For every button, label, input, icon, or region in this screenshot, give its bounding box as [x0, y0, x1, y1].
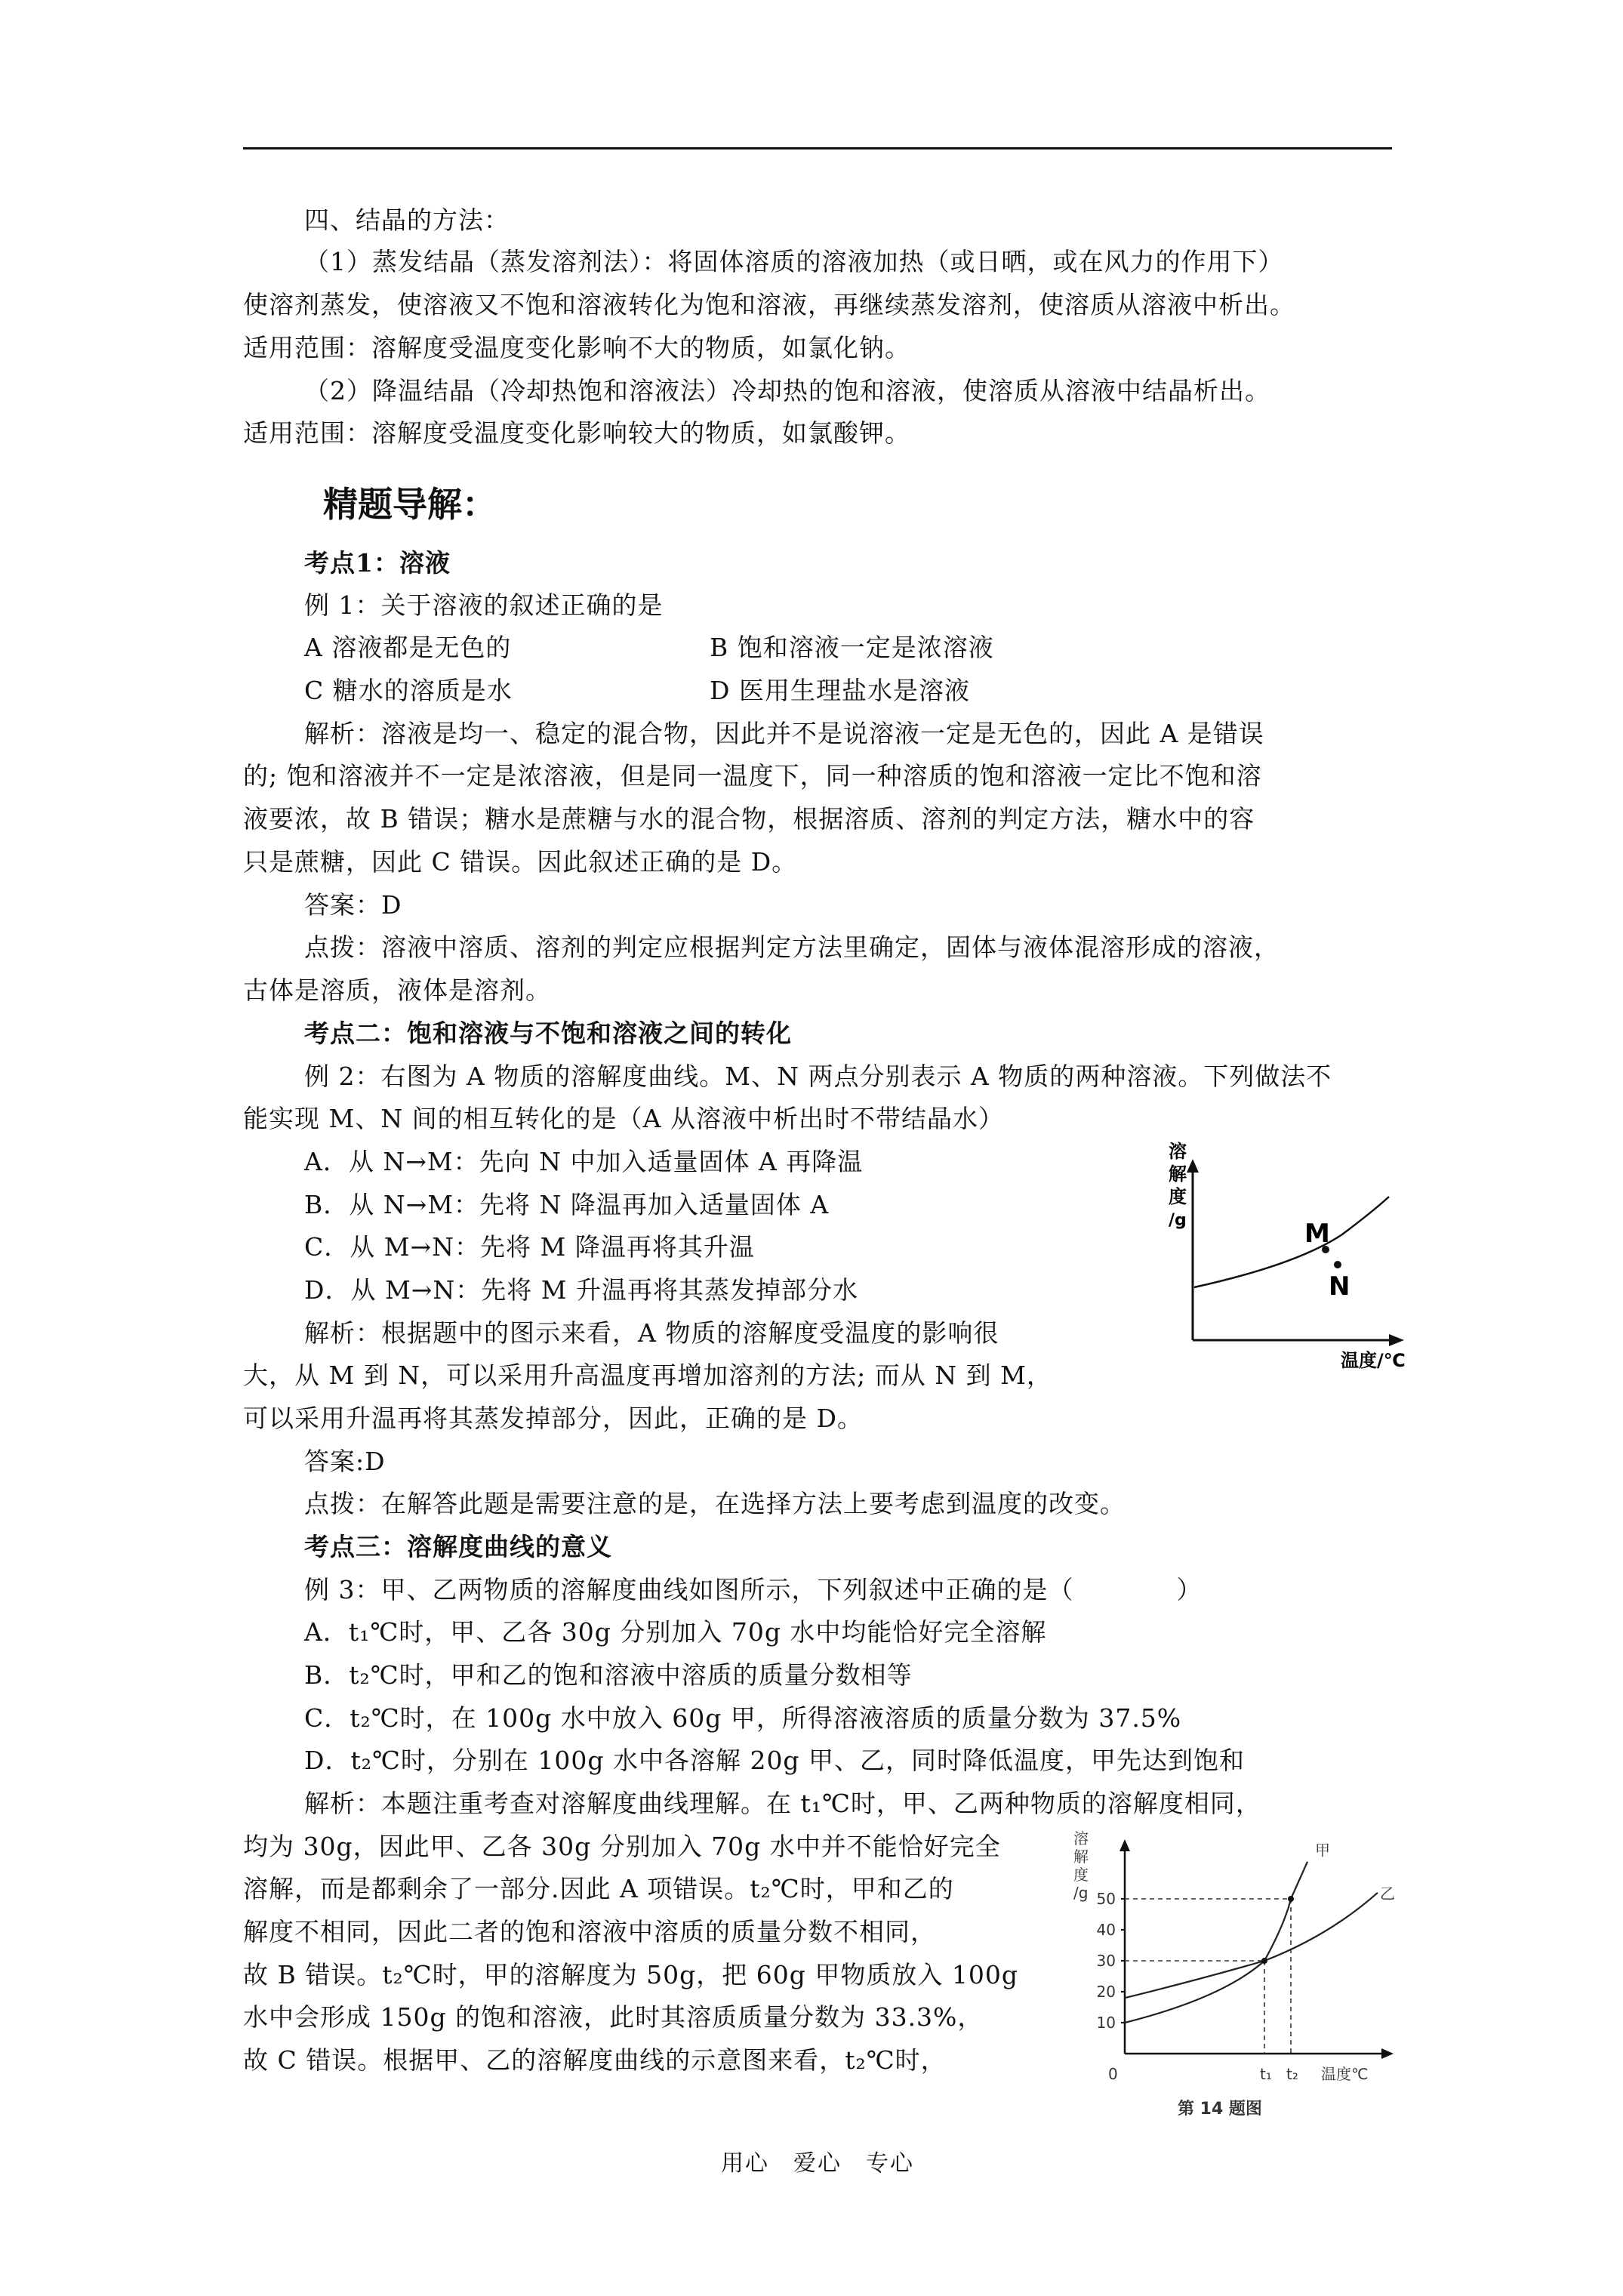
text-line-l40: 溶解，而是都剩余了一部分.因此 A 项错误。t₂℃时，甲和乙的 [243, 1874, 954, 1903]
text-line-l06: 适用范围：溶解度受温度变化影响较大的物质，如氯酸钾。 [243, 418, 910, 448]
chart2-y-arrow [1119, 1839, 1130, 1851]
y-axis-label-1: 溶 [1169, 1141, 1187, 1162]
text-line-l14: 的; 饱和溶液并不一定是浓溶液，但是同一温度下，同一种溶质的饱和溶液一定比不饱和溶 [243, 761, 1262, 791]
text-line-l37: D．t₂℃时，分别在 100g 水中各溶解 20g 甲、乙，同时降低温度，甲先达到饱和 [304, 1746, 1246, 1775]
text-line-l19: 古体是溶质，液体是溶剂。 [243, 975, 551, 1005]
y-axis-arrow [1187, 1159, 1199, 1173]
text-line-l41: 解度不相同，因此二者的饱和溶液中溶质的质量分数不相同， [243, 1917, 936, 1946]
chart2-series-yi [1125, 1893, 1378, 1998]
header-rule [243, 147, 1392, 149]
point-n [1334, 1261, 1341, 1268]
text-line-l17: 答案：D [304, 890, 402, 920]
text-line-l16: 只是蔗糖，因此 C 错误。因此叙述正确的是 D。 [243, 847, 798, 877]
x-axis-label: 温度/℃ [1341, 1350, 1406, 1371]
text-line-l21: 例 2：右图为 A 物质的溶解度曲线。M、N 两点分别表示 A 物质的两种溶液。下列做法不 [304, 1062, 1332, 1091]
chart2-series-jia [1125, 1862, 1307, 2023]
text-line-l36: C．t₂℃时，在 100g 水中放入 60g 甲，所得溶液溶质的质量分数为 37.5% [304, 1703, 1182, 1733]
chart2-ylabel-part: /g [1073, 1884, 1089, 1902]
text-line-l08: 例 1：关于溶液的叙述正确的是 [304, 590, 664, 620]
chart2-y-tick-label: 10 [1096, 2014, 1116, 2032]
text-line-l15: 液要浓，故 B 错误；糖水是蔗糖与水的混合物，根据溶质、溶剂的判定方法，糖水中的容 [243, 804, 1255, 834]
x-axis-arrow [1389, 1334, 1404, 1346]
chart2-y-tick-label: 50 [1096, 1890, 1116, 1908]
page-footer: 用心 爱心 专心 [721, 2150, 914, 2177]
text-line-l26: D．从 M→N：先将 M 升温再将其蒸发掉部分水 [304, 1275, 859, 1305]
text-line-l33: 例 3：甲、乙两物质的溶解度曲线如图所示，下列叙述中正确的是（ ） [304, 1575, 1203, 1604]
chart2-y-tick-label: 20 [1096, 1983, 1116, 2001]
text-line-l07: 考点1：溶液 [304, 548, 451, 578]
text-line-l03: 使溶剂蒸发，使溶液又不饱和溶液转化为饱和溶液，再继续蒸发溶剂，使溶质从溶液中析出。 [243, 290, 1295, 319]
chart2-ylabel-part: 度 [1073, 1866, 1089, 1884]
text-line-l35: B．t₂℃时，甲和乙的饱和溶液中溶质的质量分数相等 [304, 1660, 913, 1690]
text-line-l38: 解析：本题注重考查对溶解度曲线理解。在 t₁℃时，甲、乙两种物质的溶解度相同， [304, 1789, 1261, 1818]
solubility-curves-chart [1072, 1827, 1434, 2129]
text-line-l10: B 饱和溶液一定是浓溶液 [710, 633, 994, 662]
chart2-point [1288, 1896, 1294, 1902]
text-line-l01: 四、结晶的方法： [304, 205, 510, 235]
chart2-ylabel-part: 解 [1073, 1848, 1089, 1866]
text-line-l28: 大，从 M 到 N，可以采用升高温度再增加溶剂的方法; 而从 N 到 M， [243, 1361, 1052, 1390]
chart2-ylabel-part: 溶 [1073, 1829, 1089, 1848]
y-axis-label-3: 度 [1169, 1186, 1187, 1207]
chart2-x-tick-label: 0 [1108, 2065, 1118, 2083]
chart2-y-tick-label: 40 [1096, 1921, 1116, 1939]
chart2-caption: 第 14 题图 [1178, 2100, 1262, 2119]
text-line-l05: （2）降温结晶（冷却热饱和溶液法）冷却热的饱和溶液，使溶质从溶液中结晶析出。 [304, 376, 1270, 405]
y-axis-label-2: 解 [1169, 1163, 1187, 1185]
point-m-label: M [1304, 1219, 1330, 1249]
text-line-l13: 解析：溶液是均一、稳定的混合物，因此并不是说溶液一定是无色的，因此 A 是错误 [304, 719, 1264, 748]
text-line-l02: （1）蒸发结晶（蒸发溶剂法）：将固体溶质的溶液加热（或日晒，或在风力的作用下） [304, 247, 1284, 276]
y-axis-label-4: /g [1169, 1211, 1187, 1230]
text-line-l29: 可以采用升温再将其蒸发掉部分，因此，正确的是 D。 [243, 1404, 863, 1433]
chart2-point [1261, 1958, 1267, 1964]
chart2-series-label-yi: 乙 [1380, 1885, 1395, 1903]
text-line-l24: B．从 N→M：先将 N 降温再加入适量固体 A [304, 1190, 830, 1219]
text-line-l30: 答案:D [304, 1447, 386, 1476]
section-title: 精题导解： [323, 484, 497, 525]
chart2-x-tick-label: t₁ [1260, 2065, 1272, 2083]
text-line-l44: 故 C 错误。根据甲、乙的溶解度曲线的示意图来看，t₂℃时， [243, 2045, 947, 2075]
text-line-l39: 均为 30g，因此甲、乙各 30g 分别加入 70g 水中并不能恰好完全 [243, 1832, 1001, 1861]
text-line-l42: 故 B 错误。t₂℃时，甲的溶解度为 50g，把 60g 甲物质放入 100g [243, 1960, 1018, 1989]
text-line-l32: 考点三：溶解度曲线的意义 [304, 1532, 612, 1561]
text-line-l22: 能实现 M、N 间的相互转化的是（A 从溶液中析出时不带结晶水） [243, 1104, 1004, 1133]
chart2-series-label-jia: 甲 [1315, 1841, 1330, 1860]
chart2-y-tick-label: 30 [1096, 1952, 1116, 1970]
chart2-x-arrow [1381, 2048, 1394, 2059]
text-line-l09: A 溶液都是无色的 [304, 633, 512, 662]
text-line-l11: C 糖水的溶质是水 [304, 676, 513, 705]
text-line-l31: 点拨：在解答此题是需要注意的是，在选择方法上要考虑到温度的改变。 [304, 1489, 1126, 1518]
text-line-l20: 考点二：饱和溶液与不饱和溶液之间的转化 [304, 1019, 792, 1048]
point-n-label: N [1329, 1271, 1350, 1302]
text-line-l18: 点拨：溶液中溶质、溶剂的判定应根据判定方法里确定，固体与液体混溶形成的溶液， [304, 932, 1280, 962]
text-line-l23: A．从 N→M：先向 N 中加入适量固体 A 再降温 [304, 1147, 864, 1176]
solubility-curve [1194, 1197, 1389, 1287]
text-line-l25: C．从 M→N：先将 M 降温再将其升温 [304, 1232, 755, 1262]
solubility-curve-figure-a [1169, 1136, 1425, 1378]
chart2-x-axis-label: 温度℃ [1321, 2065, 1369, 2083]
text-line-l34: A．t₁℃时，甲、乙各 30g 分别加入 70g 水中均能恰好完全溶解 [304, 1617, 1047, 1647]
text-line-l04: 适用范围：溶解度受温度变化影响不大的物质，如氯化钠。 [243, 333, 910, 362]
text-line-l12: D 医用生理盐水是溶液 [710, 676, 970, 705]
chart2-x-tick-label: t₂ [1286, 2065, 1298, 2083]
text-line-l27: 解析：根据题中的图示来看，A 物质的溶解度受温度的影响很 [304, 1318, 999, 1348]
text-line-l43: 水中会形成 150g 的饱和溶液，此时其溶质质量分数为 33.3%， [243, 2002, 984, 2032]
